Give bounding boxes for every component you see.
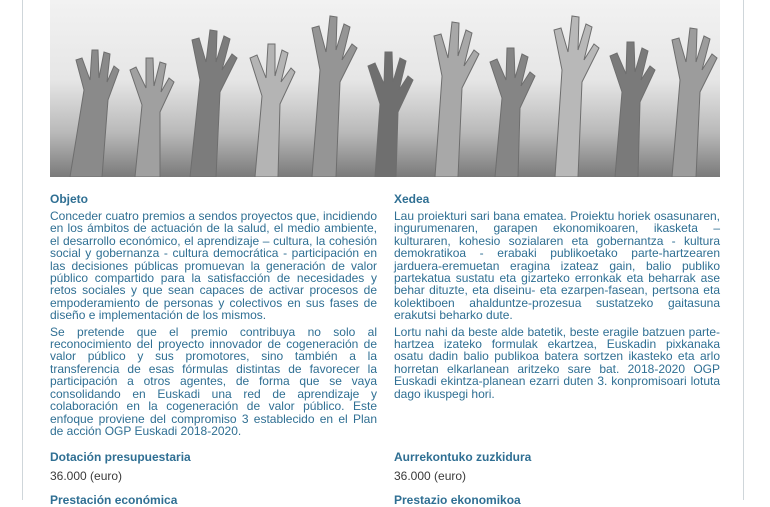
budget-value-eu: 36.000 (euro) — [394, 469, 467, 483]
budget-heading-es: Dotación presupuestaria — [50, 450, 191, 464]
raised-hands-illustration — [50, 0, 720, 177]
xedea-column — [394, 192, 720, 400]
next-heading-eu: Prestazio ekonomikoa — [394, 493, 521, 507]
xedea-paragraph-2: Lortu nahi da beste alde batetik, beste eragile batzuen parte-hartzea izateko formulak ekartzea, Euskadin pixkanaka osatu dadin balio publikoa batera sortzen ikasteko eta arlo horretan elkarlanean aritzeko sare bat. 2018-2020 OGP Euskadi ekintza-planean ezarri duten 3. konpromisoari lotuta dago ikuspegi hori. — [394, 324, 720, 401]
xedea-paragraph-1: Lau proiekturi sari bana ematea. Proiektu horiek osasunaren, ingurumenaren, garapen ekonomikoaren, ikasketa – kulturaren, kohesio sozialaren eta gobernantza - kultura demokratikoa - erabaki publikoetako parte-hartzearen jarduera-eremuetan eragina izateaz gain, balio publiko partekatua sustatu eta gizarteko erronkak eta beharrak ase behar dituzte, eta diseinu- eta ezarpen-fasean, pertsona eta kolektiboen ahalduntze-prozesua sustatzeko gaitasuna erakutsi beharko dute. — [394, 209, 720, 323]
xedea-heading: Xedea — [394, 192, 430, 206]
budget-value-es: 36.000 (euro) — [50, 469, 123, 483]
objeto-paragraph-1: Conceder cuatro premios a sendos proyectos que, incidiendo en los ámbitos de actuación de la salud, el medio ambiente, el desarrollo económico, el aprendizaje – cultura, la cohesión social y gobernanza - cultura democrática - participación en las decisiones públicas promuevan la generación de valor público compartido para la satisfacción de necesidades y retos sociales y que sean capaces de activar procesos de empoderamiento de personas y colectivos en sus fases de diseño e implementación de los mismos. — [50, 209, 377, 323]
objeto-paragraph-2: Se pretende que el premio contribuya no solo al reconocimiento del proyecto innovador de cogeneración de valor público y sus promotores, sino también a la transferencia de esas fórmulas distintas de favorecer la participación a otros agentes, de forma que se vaya consolidando en Euskadi una red de aprendizaje y colaboración en la cogeneración de valor público. Este enfoque proviene del compromiso 3 establecido en el Plan de acción OGP Euskadi 2018-2020. — [50, 324, 377, 438]
budget-heading-eu: Aurrekontuko zuzkidura — [394, 450, 532, 464]
next-heading-es: Prestación económica — [50, 493, 178, 507]
objeto-heading: Objeto — [50, 192, 88, 206]
objeto-column — [50, 192, 377, 437]
hero-image-raised-hands — [50, 0, 720, 177]
